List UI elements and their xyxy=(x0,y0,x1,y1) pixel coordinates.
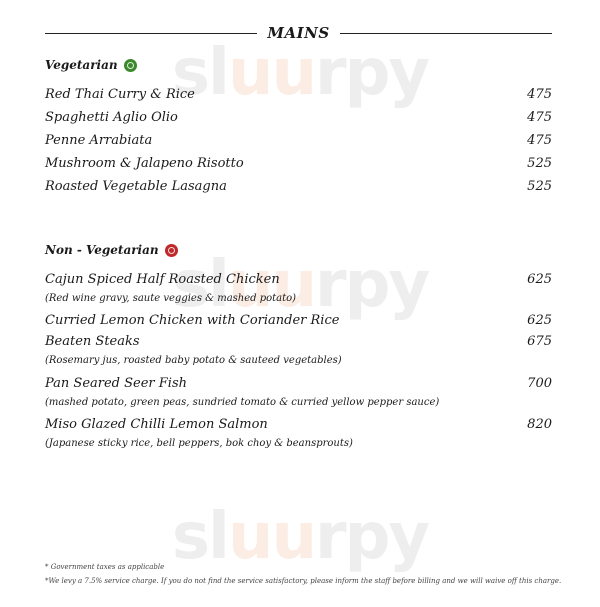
item-price: 525 xyxy=(527,156,552,171)
item-price: 625 xyxy=(527,313,552,328)
menu-item xyxy=(45,334,552,352)
menu-item xyxy=(45,156,552,174)
service-charge-note: *We levy a 7.5% service charge. If you do not find the service satisfactory, please inform the staff before billing and we will waive off this charge. xyxy=(45,577,562,585)
item-name: Roasted Vegetable Lasagna xyxy=(45,179,227,194)
item-price: 675 xyxy=(527,334,552,349)
slurpy-watermark: sl uu rpy xyxy=(171,500,429,574)
section-header xyxy=(45,22,552,46)
vegetarian-heading xyxy=(45,58,137,72)
item-description: (Red wine gravy, saute veggies & mashed potato) xyxy=(45,293,297,304)
divider xyxy=(340,33,552,34)
item-name: Curried Lemon Chicken with Coriander Rice xyxy=(45,313,340,328)
item-name: Red Thai Curry & Rice xyxy=(45,87,195,102)
menu-item xyxy=(45,313,552,331)
menu-item xyxy=(45,87,552,105)
menu-item xyxy=(45,110,552,128)
item-name: Mushroom & Jalapeno Risotto xyxy=(45,156,244,171)
item-price: 700 xyxy=(527,376,552,391)
menu-item xyxy=(45,133,552,151)
menu-item xyxy=(45,417,552,435)
item-description: (mashed potato, green peas, sundried tomato & curried yellow pepper sauce) xyxy=(45,397,440,408)
item-price: 820 xyxy=(527,417,552,432)
item-name: Pan Seared Seer Fish xyxy=(45,376,187,391)
item-name: Spaghetti Aglio Olio xyxy=(45,110,178,125)
slurpy-watermark: sl uu rpy xyxy=(171,248,429,322)
item-price: 625 xyxy=(527,272,552,287)
menu-item xyxy=(45,179,552,197)
item-name: Beaten Steaks xyxy=(45,334,140,349)
item-price: 475 xyxy=(527,87,552,102)
menu-item xyxy=(45,272,552,290)
item-price: 475 xyxy=(527,133,552,148)
menu-item xyxy=(45,376,552,394)
item-description: (Japanese sticky rice, bell peppers, bok choy & beansprouts) xyxy=(45,438,353,449)
veg-symbol-icon xyxy=(124,59,137,72)
item-name: Miso Glazed Chilli Lemon Salmon xyxy=(45,417,268,432)
tax-note: * Government taxes as applicable xyxy=(45,563,165,571)
non-veg-symbol-icon xyxy=(165,244,178,257)
non-vegetarian-title: Non - Vegetarian xyxy=(45,243,159,257)
non-vegetarian-heading xyxy=(45,243,178,257)
vegetarian-title: Vegetarian xyxy=(45,58,118,72)
slurpy-watermark: sl uu rpy xyxy=(171,36,429,110)
item-name: Penne Arrabiata xyxy=(45,133,153,148)
item-description: (Rosemary jus, roasted baby potato & sauteed vegetables) xyxy=(45,355,342,366)
page-title: MAINS xyxy=(267,24,330,42)
item-price: 475 xyxy=(527,110,552,125)
item-price: 525 xyxy=(527,179,552,194)
item-name: Cajun Spiced Half Roasted Chicken xyxy=(45,272,280,287)
